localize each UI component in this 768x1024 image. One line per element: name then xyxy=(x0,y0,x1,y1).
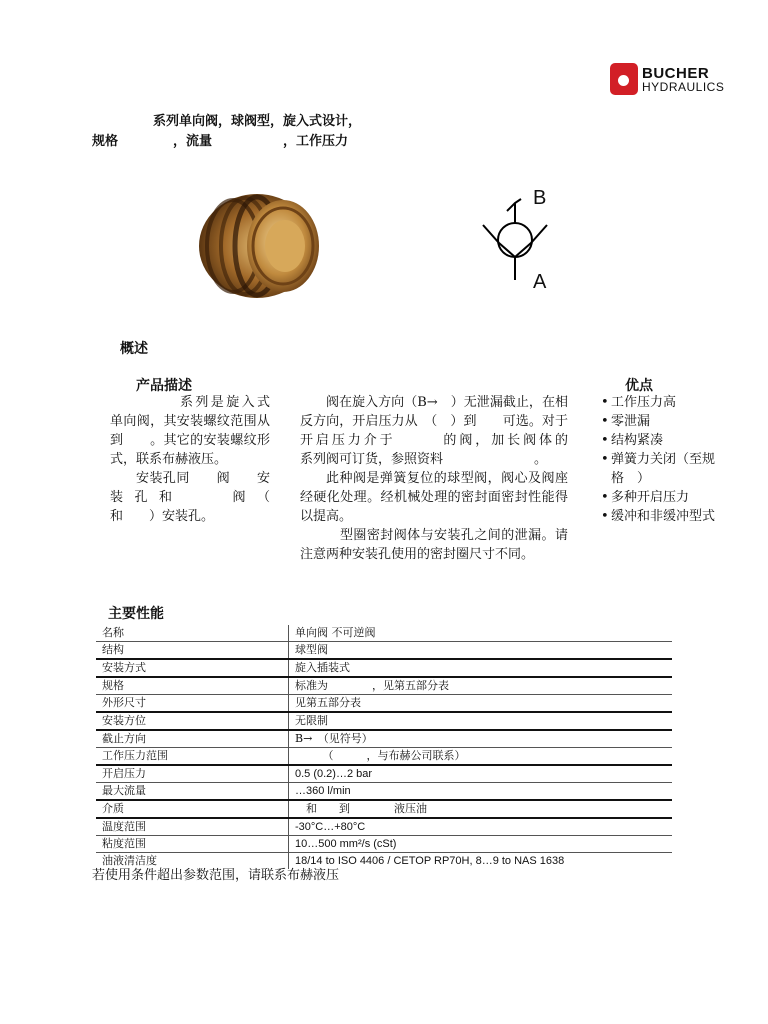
spec-name: 规格 xyxy=(102,679,124,692)
spec-value: 旋入插装式 xyxy=(289,659,673,677)
advantage-item: • 多种开启压力 xyxy=(601,488,716,507)
logo-text-hydraulics: HYDRAULICS xyxy=(642,80,725,94)
product-desc-para-2: 安装孔同 阀 安装孔和 阀（ 和 ）安装孔。 xyxy=(110,471,297,524)
product-desc-para-1: 系列是旋入式单向阀，其安装螺纹范围从 到 。其它的安装螺纹形式，联系布赫液压。 xyxy=(110,395,297,467)
spec-value: -30°C…+80°C xyxy=(289,818,673,836)
table-row xyxy=(96,765,672,783)
symbol-port-b: B xyxy=(533,187,547,209)
spec-name: 温度范围 xyxy=(102,820,146,833)
title-size-label: 规格 xyxy=(92,134,119,149)
table-row xyxy=(96,677,672,695)
specs-heading: 主要性能 xyxy=(108,606,164,622)
middle-para-3: 型圈密封阀体与安装孔之间的泄漏。请注意两种安装孔使用的密封圈尺寸不同。 xyxy=(300,528,568,562)
spec-name: 截止方向 xyxy=(102,732,146,745)
table-row xyxy=(96,818,672,836)
advantages-heading: 优点 xyxy=(625,378,653,394)
title-line-1: 系列单向阀，球阀型，旋入式设计， xyxy=(153,114,362,129)
title-flow-label: ，流量 xyxy=(173,134,213,149)
table-row xyxy=(96,730,672,748)
table-row xyxy=(96,659,672,677)
table-row xyxy=(96,695,672,713)
spec-value: 见第五部分表 xyxy=(289,695,673,713)
description-middle-column xyxy=(300,393,621,564)
valve-photo xyxy=(195,180,330,310)
spec-value: 0.5 (0.2)…2 bar xyxy=(289,765,673,783)
table-row xyxy=(96,836,672,853)
specs-table xyxy=(96,625,672,869)
check-valve-symbol xyxy=(475,185,555,295)
spec-value: …360 l/min xyxy=(289,783,673,801)
logo-mark-icon xyxy=(610,63,638,95)
product-desc-column xyxy=(110,393,297,526)
table-row xyxy=(96,712,672,730)
product-desc-heading: 产品描述 xyxy=(136,378,192,394)
middle-para-2: 此种阀是弹簧复位的球型阀，阀心及阀座经硬化处理。经机械处理的密封面密封性能得以提高。 xyxy=(300,471,568,524)
advantage-item: • 工作压力高 xyxy=(601,393,716,412)
spec-value: 10…500 mm²/s (cSt) xyxy=(289,836,673,853)
spec-value: 和 到 液压油 xyxy=(289,800,673,818)
spec-name: 结构 xyxy=(102,643,124,656)
spec-value: 18/14 to ISO 4406 / CETOP RP70H, 8…9 to NAS 1638 xyxy=(289,853,673,870)
spec-name: 安装方位 xyxy=(102,714,146,727)
spec-value: 无限制 xyxy=(289,712,673,730)
spec-name: 最大流量 xyxy=(102,784,146,797)
advantage-item: • 零泄漏 xyxy=(601,412,716,431)
advantage-item: • 缓冲和非缓冲型式 xyxy=(601,507,716,526)
table-row xyxy=(96,800,672,818)
spec-value: B→ （见符号） xyxy=(289,730,673,748)
spec-name: 外形尺寸 xyxy=(102,696,146,709)
spec-name: 介质 xyxy=(102,802,124,815)
footer-note: 若使用条件超出参数范围，请联系布赫液压 xyxy=(92,868,340,883)
spec-name: 粘度范围 xyxy=(102,837,146,850)
bucher-logo xyxy=(610,63,735,97)
table-row xyxy=(96,642,672,660)
overview-heading: 概述 xyxy=(120,341,148,357)
spec-value: （ ，与布赫公司联系） xyxy=(289,748,673,766)
table-row xyxy=(96,625,672,642)
advantage-item: • 弹簧力关闭（至规格 ） xyxy=(601,450,716,488)
advantages-list xyxy=(601,393,716,526)
spec-name: 安装方式 xyxy=(102,661,146,674)
advantage-item: • 结构紧凑 xyxy=(601,431,716,450)
middle-para-1: 阀在旋入方向（B→ ）无泄漏截止，在相反方向，开启压力从 （ ）到 可选。对于开启压力介于 的阀，加长阀体的 系列阀可订货，参照资料 。 xyxy=(300,395,621,467)
table-row xyxy=(96,748,672,766)
spec-value: 单向阀 不可逆阀 xyxy=(289,625,673,642)
spec-name: 开启压力 xyxy=(102,767,146,780)
table-row xyxy=(96,783,672,801)
symbol-port-a: A xyxy=(533,271,547,293)
spec-name: 工作压力范围 xyxy=(102,749,168,762)
logo-text-bucher: BUCHER xyxy=(642,65,710,82)
spec-name: 名称 xyxy=(102,626,124,639)
spec-name: 油液清洁度 xyxy=(102,854,157,867)
valve-photo-image xyxy=(195,180,330,310)
spec-value: 球型阀 xyxy=(289,642,673,660)
spec-value: 标准为 ，见第五部分表 xyxy=(289,677,673,695)
title-pressure-label: ，工作压力 xyxy=(283,134,349,149)
